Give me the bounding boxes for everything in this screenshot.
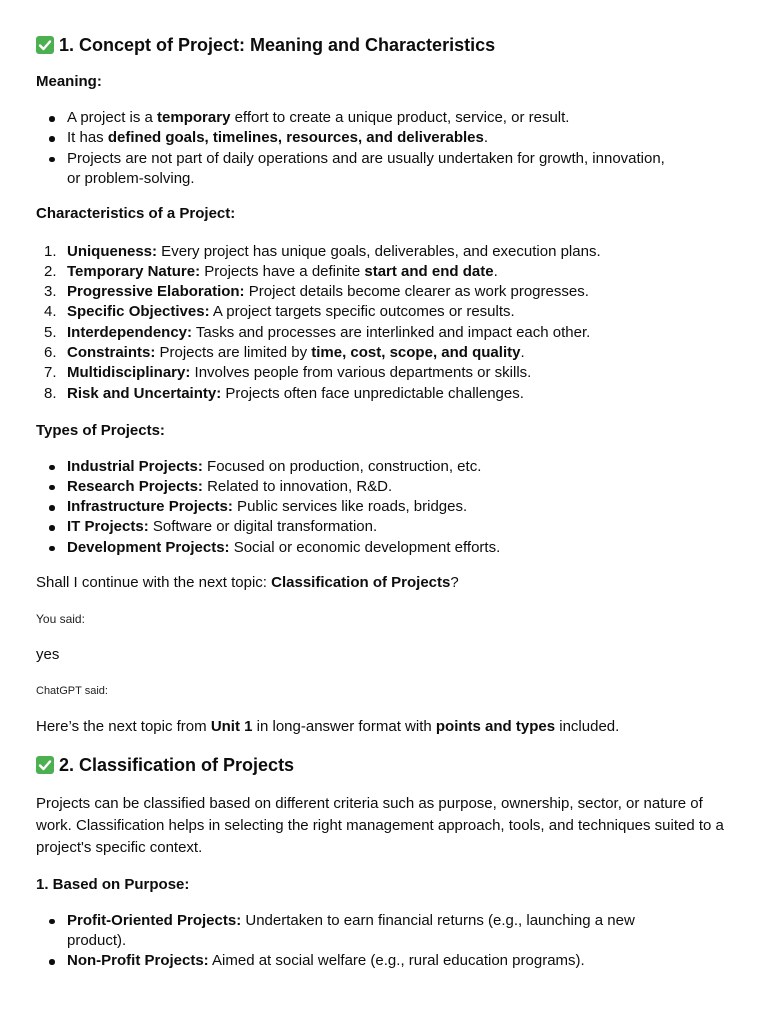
list-item: 6. Constraints: Projects are limited by time, cost, scope, and quality. <box>44 343 525 361</box>
you-said-label: You said: <box>36 612 85 626</box>
meaning-label: Meaning: <box>36 73 102 90</box>
list-item: Infrastructure Projects: Public services like roads, bridges. <box>36 497 716 517</box>
characteristics-label: Characteristics of a Project: <box>36 205 236 222</box>
types-label: Types of Projects: <box>36 422 165 439</box>
list-item: 3. Progressive Elaboration: Project details become clearer as work progresses. <box>44 283 589 301</box>
list-item: 5. Interdependency: Tasks and processes are interlinked and impact each other. <box>44 323 591 341</box>
list-item: Industrial Projects: Focused on production, construction, etc. <box>36 457 716 477</box>
list-item: Non-Profit Projects: Aimed at social welfare (e.g., rural education programs). <box>36 951 716 971</box>
list-item: 8. Risk and Uncertainty: Projects often face unpredictable challenges. <box>44 384 524 402</box>
section2-heading-text: 2. Classification of Projects <box>59 755 295 775</box>
purpose-list <box>36 911 716 972</box>
check-mark-icon <box>36 36 54 54</box>
section1-heading-text: 1. Concept of Project: Meaning and Characteristics <box>59 35 496 55</box>
check-mark-icon <box>36 756 54 774</box>
continue-question: Shall I continue with the next topic: Classification of Projects? <box>36 574 459 591</box>
user-message: yes <box>36 646 60 663</box>
list-item: 7. Multidisciplinary: Involves people from various departments or skills. <box>44 364 532 382</box>
list-item: Profit-Oriented Projects: Undertaken to earn financial returns (e.g., launching a new product). <box>36 911 697 952</box>
meaning-list <box>36 108 716 189</box>
section2-heading <box>36 753 294 777</box>
list-item: 4. Specific Objectives: A project targets specific outcomes or results. <box>44 303 515 321</box>
list-item: 2. Temporary Nature: Projects have a definite start and end date. <box>44 262 498 280</box>
chatgpt-said-label: ChatGPT said: <box>36 685 108 697</box>
list-item: Projects are not part of daily operations and are usually undertaken for growth, innovation, or problem-solving. <box>36 149 667 190</box>
assistant-intro: Here’s the next topic from Unit 1 in long-answer format with points and types included. <box>36 718 620 735</box>
section1-heading <box>36 33 495 57</box>
classification-paragraph: Projects can be classified based on different criteria such as purpose, ownership, sector, or nature of work. Classification helps in selecting the right management approach, tools, and techniques suited to a project's specific context. <box>36 795 724 856</box>
purpose-label: 1. Based on Purpose: <box>36 876 190 893</box>
list-item: 1. Uniqueness: Every project has unique goals, deliverables, and execution plans. <box>44 242 601 260</box>
list-item: IT Projects: Software or digital transformation. <box>36 517 716 537</box>
list-item: Research Projects: Related to innovation, R&D. <box>36 477 716 497</box>
types-list <box>36 457 716 558</box>
characteristics-list <box>36 242 716 404</box>
list-item: Development Projects: Social or economic development efforts. <box>36 538 716 558</box>
list-item: A project is a temporary effort to create a unique product, service, or result. <box>36 108 716 128</box>
list-item: It has defined goals, timelines, resources, and deliverables. <box>36 128 716 148</box>
